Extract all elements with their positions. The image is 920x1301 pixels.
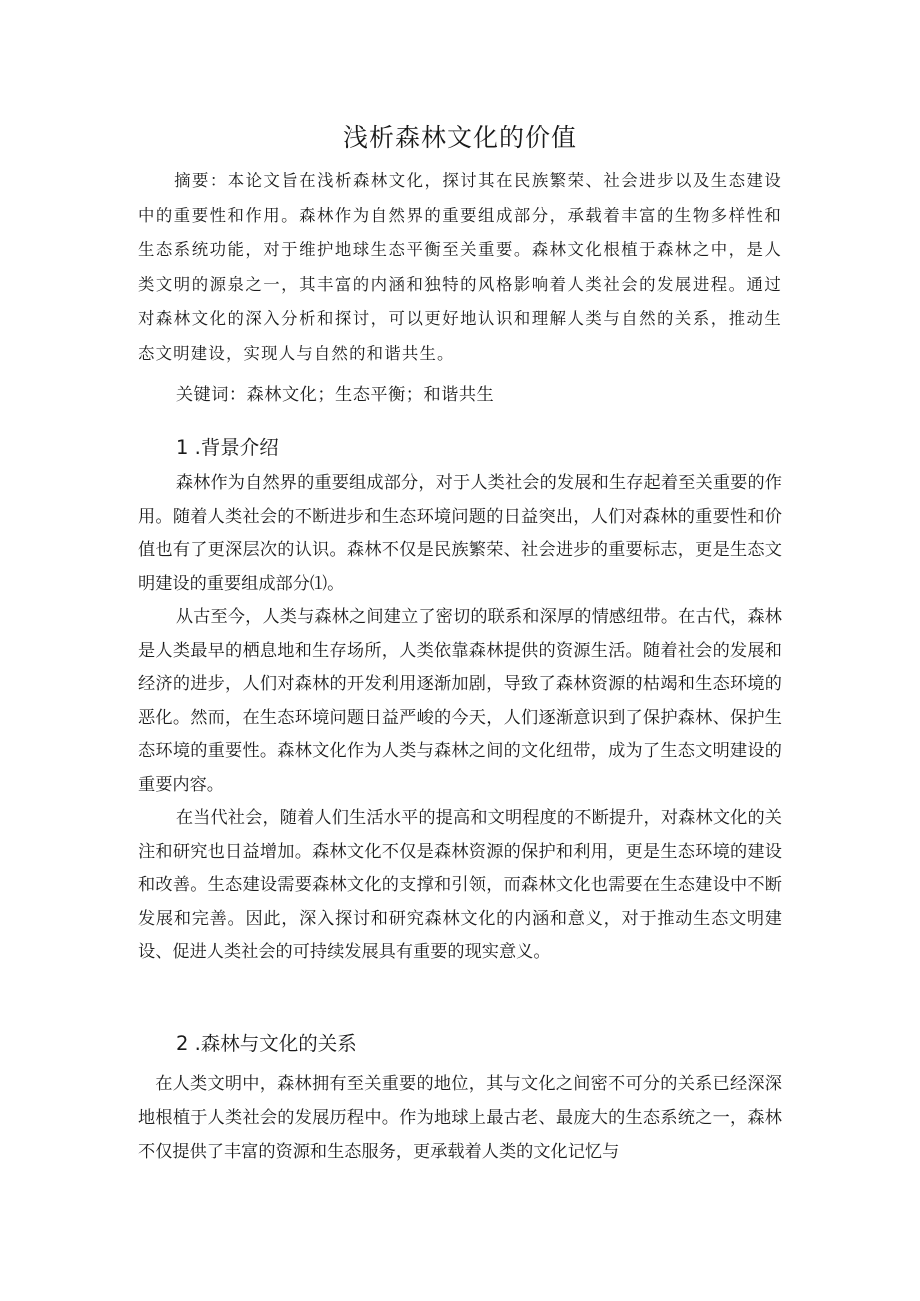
keywords: 关键词：森林文化；生态平衡；和谐共生 bbox=[175, 385, 495, 405]
abstract bbox=[138, 164, 782, 371]
abstract-paragraph: 摘要：本论文旨在浅析森林文化，探讨其在民族繁荣、社会进步以及生态建设中的重要性和作用。森林作为自然界的重要组成部分，承载着丰富的生物多样性和生态系统功能，对于维护地球生态平衡至关重要。森林文化根植于森林之中，是人类文明的源泉之一，其丰富的内涵和独特的风格影响着人类社会的发展进程。通过对森林文化的深入分析和探讨，可以更好地认识和理解人类与自然的关系，推动生态文明建设，实现人与自然的和谐共生。 bbox=[138, 171, 782, 363]
body-paragraph: 在人类文明中，森林拥有至关重要的地位，其与文化之间密不可分的关系已经深深地根植于人类社会的发展历程中。作为地球上最古老、最庞大的生态系统之一，森林不仅提供了丰富的资源和生态服务，更承载着人类的文化记忆与 bbox=[138, 1074, 782, 1162]
section-heading-forest-culture: 2 .森林与文化的关系 bbox=[176, 1032, 357, 1055]
body-paragraph: 在当代社会，随着人们生活水平的提高和文明程度的不断提升，对森林文化的关注和研究也日益增加。森林文化不仅是森林资源的保护和利用，更是生态环境的建设和改善。生态建设需要森林文化的支撑和引领，而森林文化也需要在生态建设中不断发展和完善。因此，深入探讨和研究森林文化的内涵和意义，对于推动生态文明建设、促进人类社会的可持续发展具有重要的现实意义。 bbox=[138, 808, 782, 962]
section-body-forest-culture bbox=[138, 1067, 782, 1169]
section-body-background bbox=[138, 467, 782, 970]
document-title: 浅析森林文化的价值 bbox=[342, 123, 577, 152]
body-paragraph: 从古至今，人类与森林之间建立了密切的联系和深厚的情感纽带。在古代，森林是人类最早的栖息地和生存场所，人类依靠森林提供的资源生活。随着社会的发展和经济的进步，人们对森林的开发利用逐渐加剧，导致了森林资源的枯竭和生态环境的恶化。然而，在生态环境问题日益严峻的今天，人们逐渐意识到了保护森林、保护生态环境的重要性。森林文化作为人类与森林之间的文化纽带，成为了生态文明建设的重要内容。 bbox=[138, 607, 782, 795]
body-paragraph: 森林作为自然界的重要组成部分，对于人类社会的发展和生存起着至关重要的作用。随着人类社会的不断进步和生态环境问题的日益突出，人们对森林的重要性和价值也有了更深层次的认识。森林不仅是民族繁荣、社会进步的重要标志，更是生态文明建设的重要组成部分⑴。 bbox=[138, 473, 782, 594]
section-heading-background: 1 .背景介绍 bbox=[176, 436, 279, 459]
